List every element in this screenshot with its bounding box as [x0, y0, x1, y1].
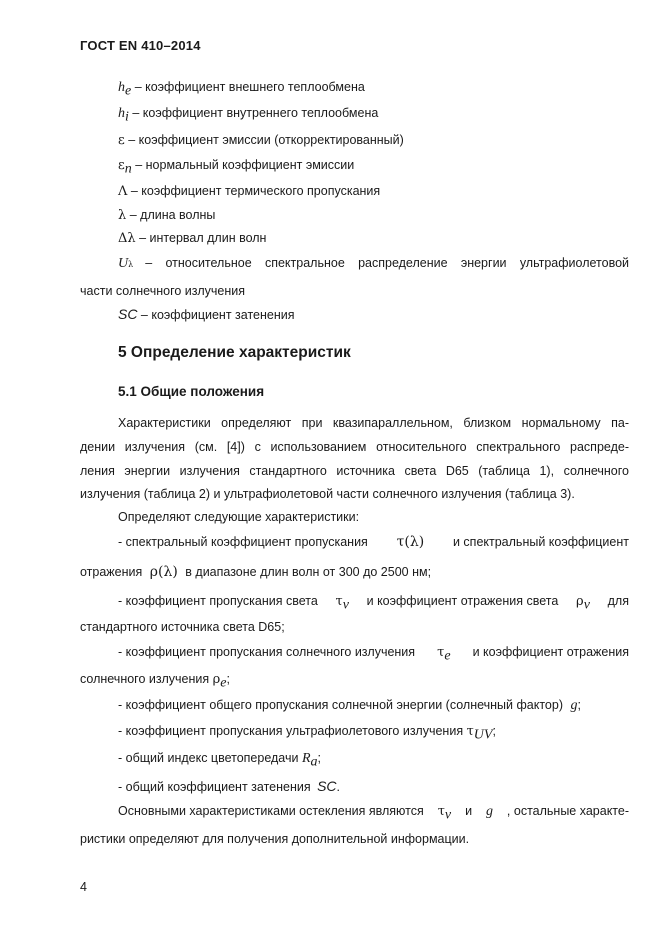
definition-text: – коэффициент затенения	[137, 308, 295, 322]
item-text: и спектральный коэффициент	[452, 535, 629, 549]
definition-u-lambda	[118, 256, 629, 272]
document-header: ГОСТ EN 410–2014	[80, 38, 201, 53]
item-text: - коэффициент общего пропускания солнечной энергии (солнечный фактор)	[118, 698, 563, 712]
definition-delta-lambda	[118, 231, 266, 246]
item-text: - коэффициент пропускания ультрафиолетового излучения	[118, 724, 464, 738]
item-spectral-cont	[80, 564, 431, 580]
definition-text: – коэффициент эмиссии (откорректированный)	[124, 133, 404, 147]
item-text: - общий коэффициент затенения	[118, 780, 311, 794]
definition-he	[118, 80, 365, 100]
paragraph-line: Характеристики определяют при квазипараллельном, близком нормальному па-	[118, 416, 629, 430]
intro-line: Определяют следующие характеристики:	[118, 510, 360, 524]
item-total: - коэффициент общего пропускания солнечной энергии (солнечный фактор) g;	[118, 698, 581, 713]
symbol: SC	[118, 306, 138, 322]
symbol: h	[118, 80, 125, 95]
item-text: - коэффициент пропускания солнечного излучения	[118, 645, 416, 659]
item-text: и	[465, 804, 473, 818]
subscript: n	[124, 161, 132, 177]
definition-text: – коэффициент внешнего теплообмена	[131, 80, 365, 94]
item-solar	[118, 645, 629, 665]
sc-symbol: SC	[317, 778, 337, 794]
tau-v-symbol: $\tau_v$	[335, 594, 349, 613]
tau-v-symbol: $\tau_v$	[437, 804, 452, 823]
definition-epsilon	[118, 133, 404, 148]
item-text: в диапазоне длин волн от 300 до 2500 нм;	[185, 565, 432, 579]
tau-e-symbol: $\tau_e$	[437, 645, 451, 664]
symbol: U	[118, 256, 129, 271]
item-text: и коэффициент отражения	[472, 645, 629, 659]
subscript: i	[125, 109, 129, 125]
tau-uv-symbol: $\tau_{UV}$	[466, 724, 493, 743]
page-number: 4	[80, 880, 87, 894]
definition-hi	[118, 106, 378, 126]
item-text: солнечного излучения	[80, 672, 210, 686]
item-light	[118, 594, 629, 614]
definition-text: – коэффициент термического пропускания	[127, 184, 381, 198]
paragraph-line: дении излучения (см. [4]) с использованием относительного спектрального распреде-	[80, 440, 629, 454]
paragraph-line: излучения (таблица 2) и ультрафиолетовой части солнечного излучения (таблица 3).	[80, 487, 575, 501]
tau-lambda-symbol: τ(λ)	[396, 534, 425, 550]
item-spectral	[118, 534, 629, 550]
item-uv: - коэффициент пропускания ультрафиолетового излучения $\tau_{UV}$;	[118, 724, 496, 743]
definition-u-lambda-cont: части солнечного излучения	[80, 284, 246, 298]
definition-text: – интервал длин волн	[135, 231, 267, 245]
item-text: , остальные характе-	[506, 804, 629, 818]
definition-text: – относительное спектральное распределение энергии ультрафиолетовой	[145, 256, 629, 270]
definition-lambda-upper	[118, 184, 380, 199]
definition-text: – коэффициент внутреннего теплообмена	[128, 106, 379, 120]
rho-lambda-symbol: ρ(λ)	[149, 564, 178, 580]
item-shading: - общий коэффициент затенения SC.	[118, 778, 341, 794]
item-text: Основными характеристиками остекления являются	[118, 804, 424, 818]
item-text: для	[607, 594, 629, 608]
section-heading: 5 Определение характеристик	[118, 344, 351, 361]
g-symbol: g	[485, 804, 493, 819]
symbol: λ	[118, 208, 127, 223]
item-text: - спектральный коэффициент пропускания	[118, 535, 368, 549]
item-text: - коэффициент пропускания света	[118, 594, 318, 608]
definition-sc	[118, 306, 295, 322]
item-text: - общий индекс цветопередачи	[118, 751, 299, 765]
subscript: e	[125, 83, 132, 99]
symbol: Λ	[118, 184, 128, 199]
paragraph-line: ления энергии излучения стандартного источника света D65 (таблица 1), солнечного	[80, 464, 629, 478]
subsection-heading: 5.1 Общие положения	[118, 384, 265, 399]
symbol: ε	[118, 158, 125, 173]
definition-lambda	[118, 208, 215, 223]
rho-v-symbol: $\rho_v$	[576, 594, 590, 613]
item-light-cont: стандартного источника света D65;	[80, 620, 285, 634]
symbol: Δλ	[118, 231, 136, 246]
item-text: и коэффициент отражения света	[366, 594, 559, 608]
g-symbol: g	[570, 698, 578, 713]
paragraph-final	[118, 804, 629, 824]
definition-text: – длина волны	[126, 208, 216, 222]
item-text: отражения	[80, 565, 143, 579]
item-solar-cont: солнечного излучения $\rho_e$;	[80, 672, 230, 691]
symbol: h	[118, 106, 125, 121]
item-cri: - общий индекс цветопередачи $R_a$;	[118, 751, 322, 770]
ra-symbol: $R_a$	[301, 751, 318, 770]
definition-text: – нормальный коэффициент эмиссии	[131, 158, 355, 172]
symbol: ε	[118, 133, 125, 148]
subscript: λ	[128, 260, 134, 269]
paragraph-final-cont: ристики определяют для получения дополнительной информации.	[80, 832, 470, 846]
definition-epsilon-n	[118, 158, 354, 178]
rho-e-symbol: $\rho_e$	[212, 672, 227, 691]
